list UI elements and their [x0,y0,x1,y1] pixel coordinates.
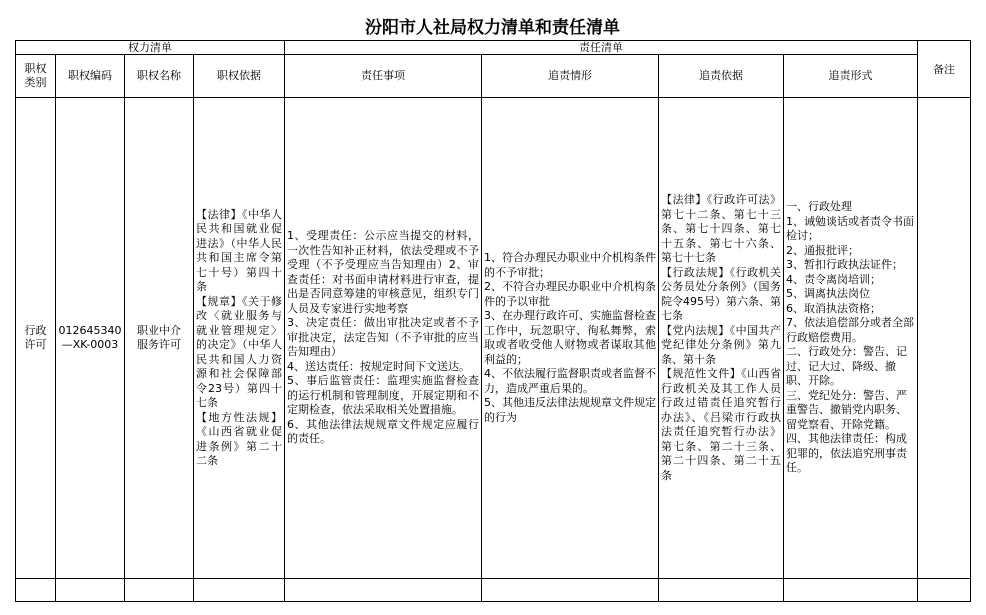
empty-row [16,579,971,602]
responsibility-table [15,40,971,602]
table-row [16,98,971,579]
group-responsibility: 责任清单 [285,41,918,55]
header-code: 职权编码 [56,55,125,98]
cell-form: 一、行政处理 1、诫勉谈话或者责令书面检讨； 2、通报批评； 3、暂扣行政执法证件； 4、责令离岗培训； 5、调离执法岗位 6、取消执法资格； 7、依法追偿部分或者全部行政赔偿费用。 二、行政处分：警告、记过、记大过、降级、撤职、开除。 三、党纪处分：警告、严重警告、撤销党内职务、留党察看、开除党籍。 四、其他法律责任：构成犯罪的，依法追究刑事责任。 [784,98,918,579]
group-power: 权力清单 [16,41,285,55]
header-form: 追责形式 [784,55,918,98]
cell-accountability-basis: 【法律】《行政许可法》第七十二条、第七十三条、第七十四条、第七十五条、第七十六条、第七十七条 【行政法规】《行政机关公务员处分条例》（国务院令495号）第六条、第七条 【党内法规】《中国共产党纪律处分条例》第九条、第十条 【规范性文件】《山西省行政机关及其工作人员行政过错责任追究暂行办法》、《吕梁市行政执法责任追究暂行办法》第七条、第二十三条、第二十四条、第二十五条 [659,98,784,579]
cell-remark [918,98,971,579]
header-name: 职权名称 [125,55,194,98]
header-basis: 职权依据 [194,55,285,98]
empty-cell [194,579,285,602]
empty-cell [918,579,971,602]
group-header-row [16,41,971,55]
header-situation: 追责情形 [482,55,659,98]
cell-basis: 【法律】《中华人民共和国就业促进法》（中华人民共和国主席令第七十号）第四十条 【规章】《关于修改〈就业服务与就业管理规定〉的决定》（中华人民共和国人力资源和社会保障部令23号）第四十七条 【地方性法规】《山西省就业促进条例》第二十二条 [194,98,285,579]
header-accountability-basis: 追责依据 [659,55,784,98]
cell-category: 行政 许可 [16,98,56,579]
header-duty: 责任事项 [285,55,482,98]
cell-code: 012645340 —XK-0003 [56,98,125,579]
page-title: 汾阳市人社局权力清单和责任清单 [365,18,620,38]
empty-cell [482,579,659,602]
cell-situation: 1、符合办理民办职业中介机构条件的不予审批； 2、不符合办理民办职业中介机构条件的予以审批 3、在办理行政许可、实施监督检查工作中，玩忽职守、徇私舞弊，索取或者收受他人财物或者谋取其他利益的； 4、不依法履行监督职责或者监督不力，造成严重后果的。 5、其他违反法律法规规章文件规定的行为 [482,98,659,579]
empty-cell [659,579,784,602]
empty-cell [285,579,482,602]
empty-cell [56,579,125,602]
header-category: 职权 类别 [16,55,56,98]
empty-cell [16,579,56,602]
cell-name: 职业中介 服务许可 [125,98,194,579]
empty-cell [125,579,194,602]
column-header-row [16,55,971,98]
empty-cell [784,579,918,602]
cell-duty: 1、受理责任：公示应当提交的材料，一次性告知补正材料，依法受理或不予受理（不予受理应当告知理由）2、审查责任：对书面申请材料进行审查，提出是否同意筹建的审核意见，组织专门人员及专家进行实地考察 3、决定责任：做出审批决定或者不予审批决定，法定告知（不予审批的应当告知理由） 4、送达责任：按规定时间下文送达。 5、事后监管责任：监理实施监督检查的运行机制和管理制度，开展定期和不定期检查，依法采取相关处置措施。 6、其他法律法规规章文件规定应履行的责任。 [285,98,482,579]
header-remark: 备注 [918,41,971,98]
